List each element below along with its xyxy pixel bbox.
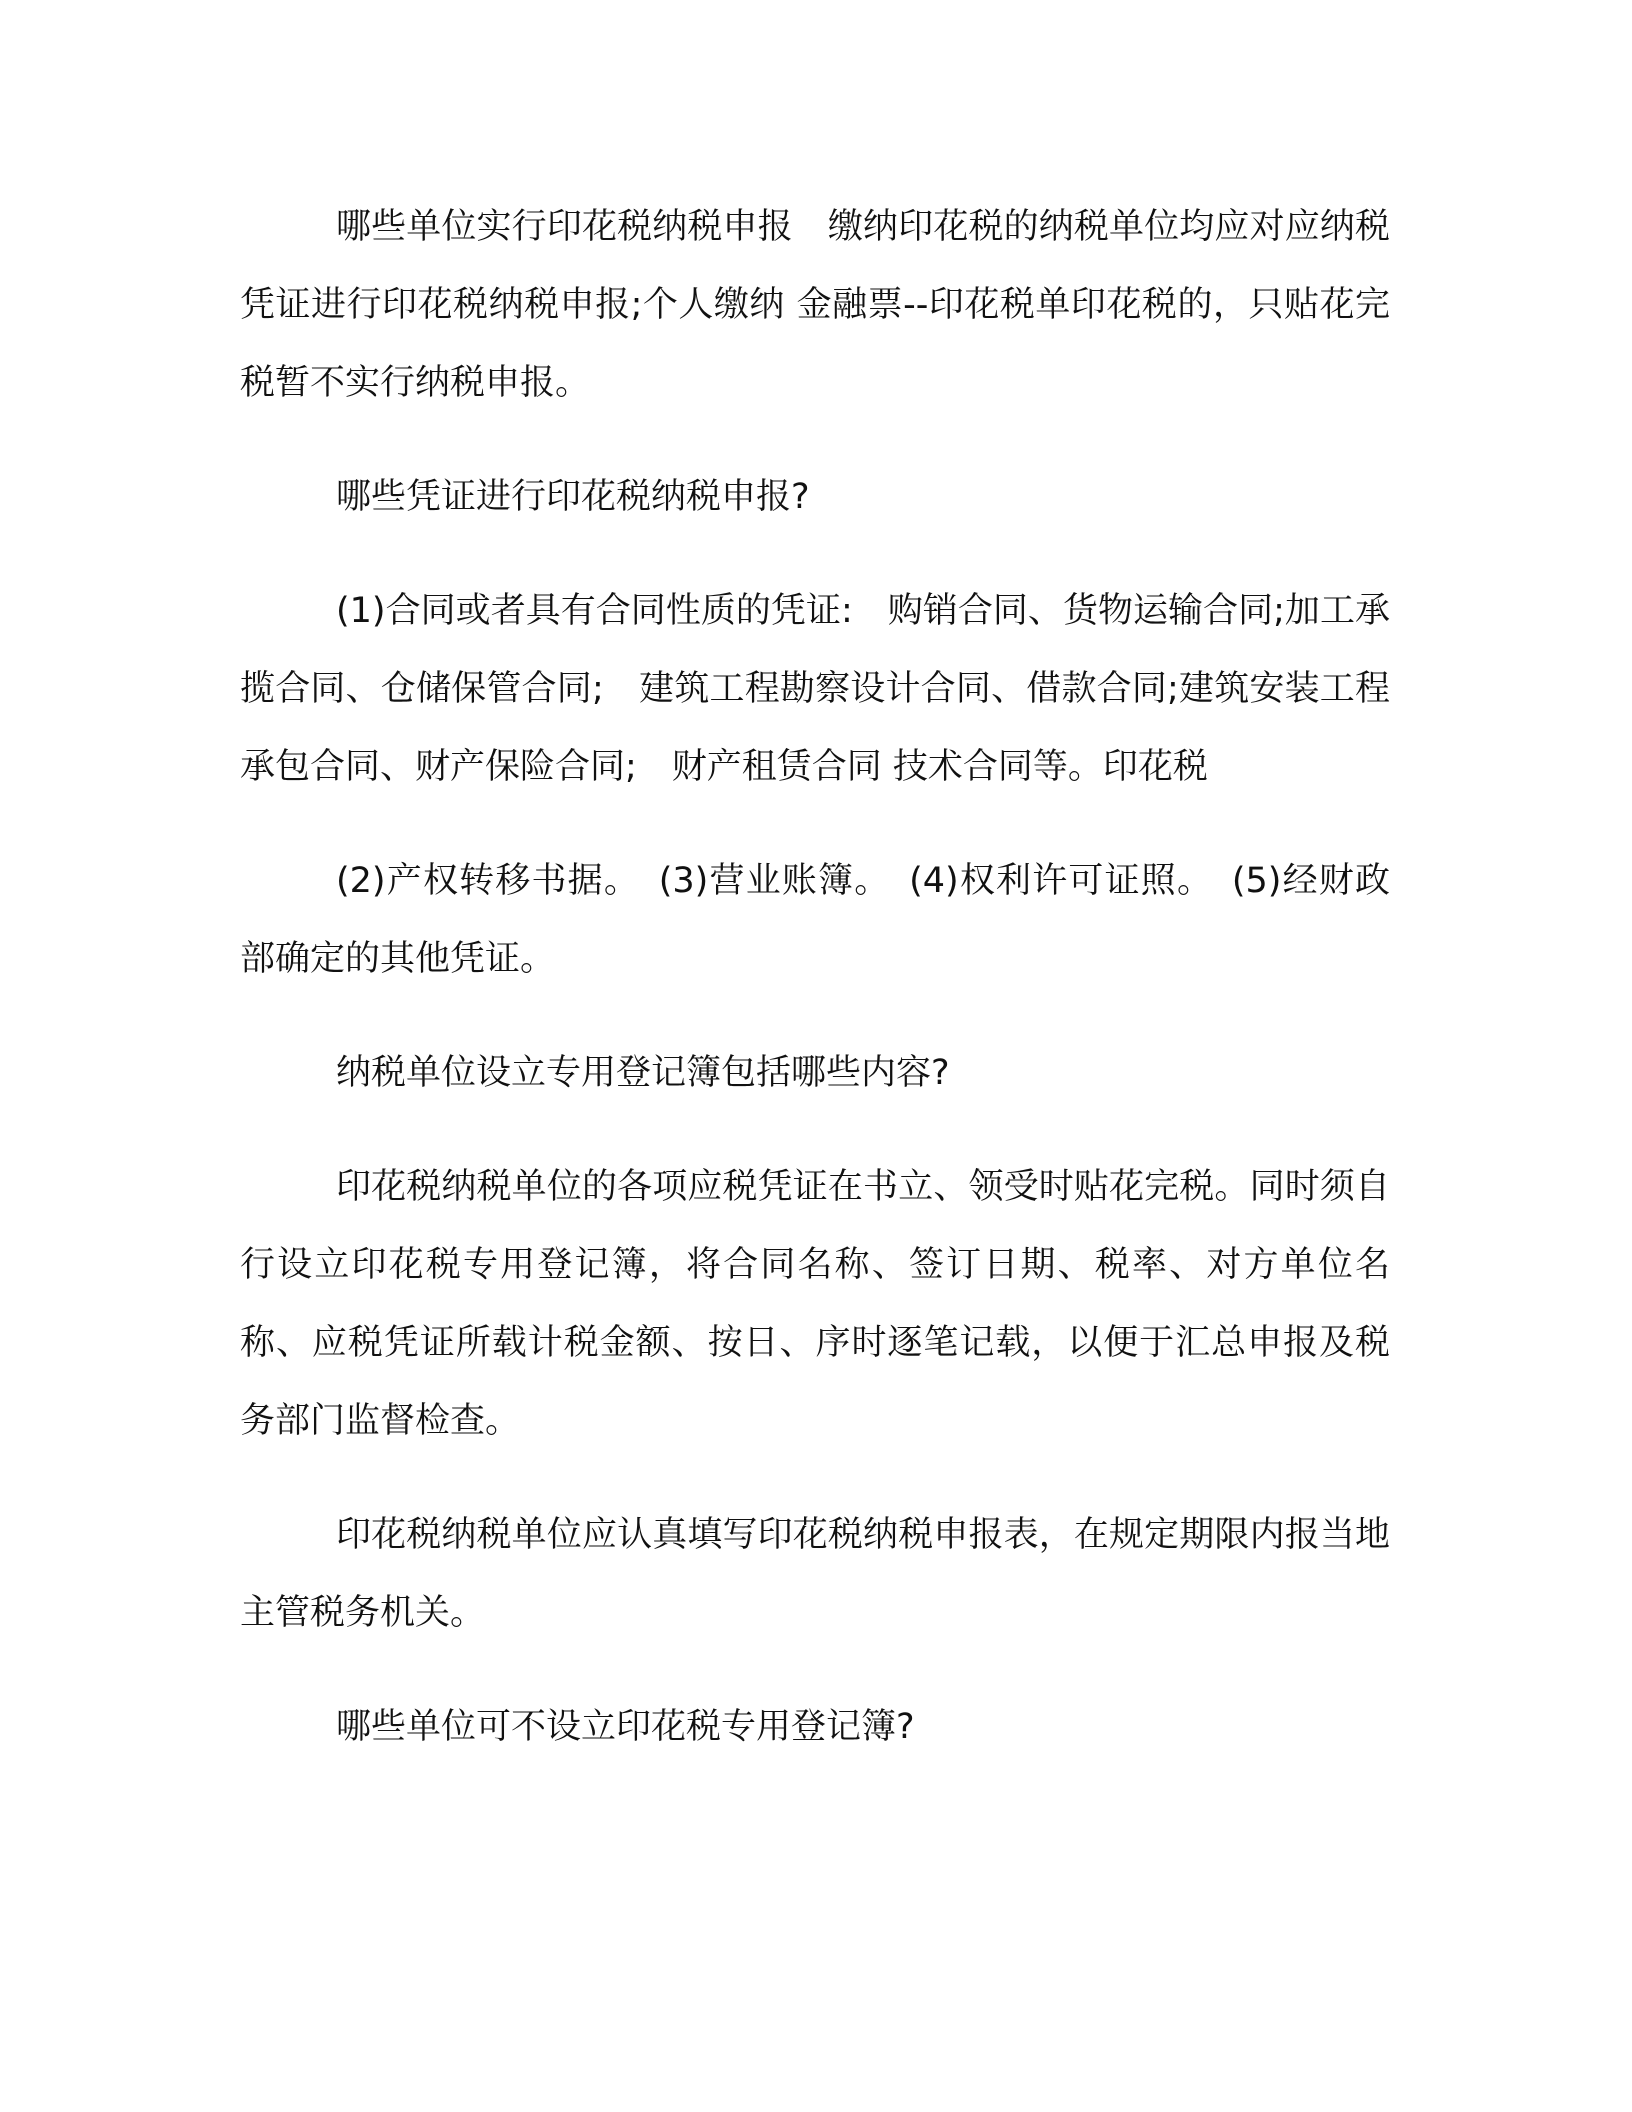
paragraph-other-vouchers: (2)产权转移书据。 (3)营业账簿。 (4)权利许可证照。 (5)经财政部确定的其他凭证。 — [240, 861, 1390, 979]
paragraph-which-vouchers-heading: 哪些凭证进行印花税纳税申报? — [336, 477, 810, 517]
paragraph-register-requirements: 印花税纳税单位的各项应税凭证在书立、领受时贴花完税。同时须自行设立印花税专用登记簿，将合同名称、签订日期、税率、对方单位名称、应税凭证所载计税金额、按日、序时逐笔记载，以便于汇总申报及税务部门监督检查。 — [240, 1167, 1390, 1441]
paragraph-reporting-units: 哪些单位实行印花税纳税申报 缴纳印花税的纳税单位均应对应纳税凭证进行印花税纳税申报;个人缴纳 金融票--印花税单印花税的，只贴花完税暂不实行纳税申报。 — [240, 207, 1390, 403]
paragraph-exempt-units-heading: 哪些单位可不设立印花税专用登记簿? — [336, 1707, 915, 1747]
paragraph-contract-vouchers: (1)合同或者具有合同性质的凭证: 购销合同、货物运输合同;加工承揽合同、仓储保管合同; 建筑工程勘察设计合同、借款合同;建筑安装工程承包合同、财产保险合同; 财产租赁合同 技术合同等。印花税 — [240, 591, 1390, 787]
paragraph-register-contents-heading: 纳税单位设立专用登记簿包括哪些内容? — [336, 1053, 950, 1093]
paragraph-filing-requirement: 印花税纳税单位应认真填写印花税纳税申报表，在规定期限内报当地主管税务机关。 — [240, 1515, 1390, 1633]
document-body — [240, 188, 1390, 1802]
